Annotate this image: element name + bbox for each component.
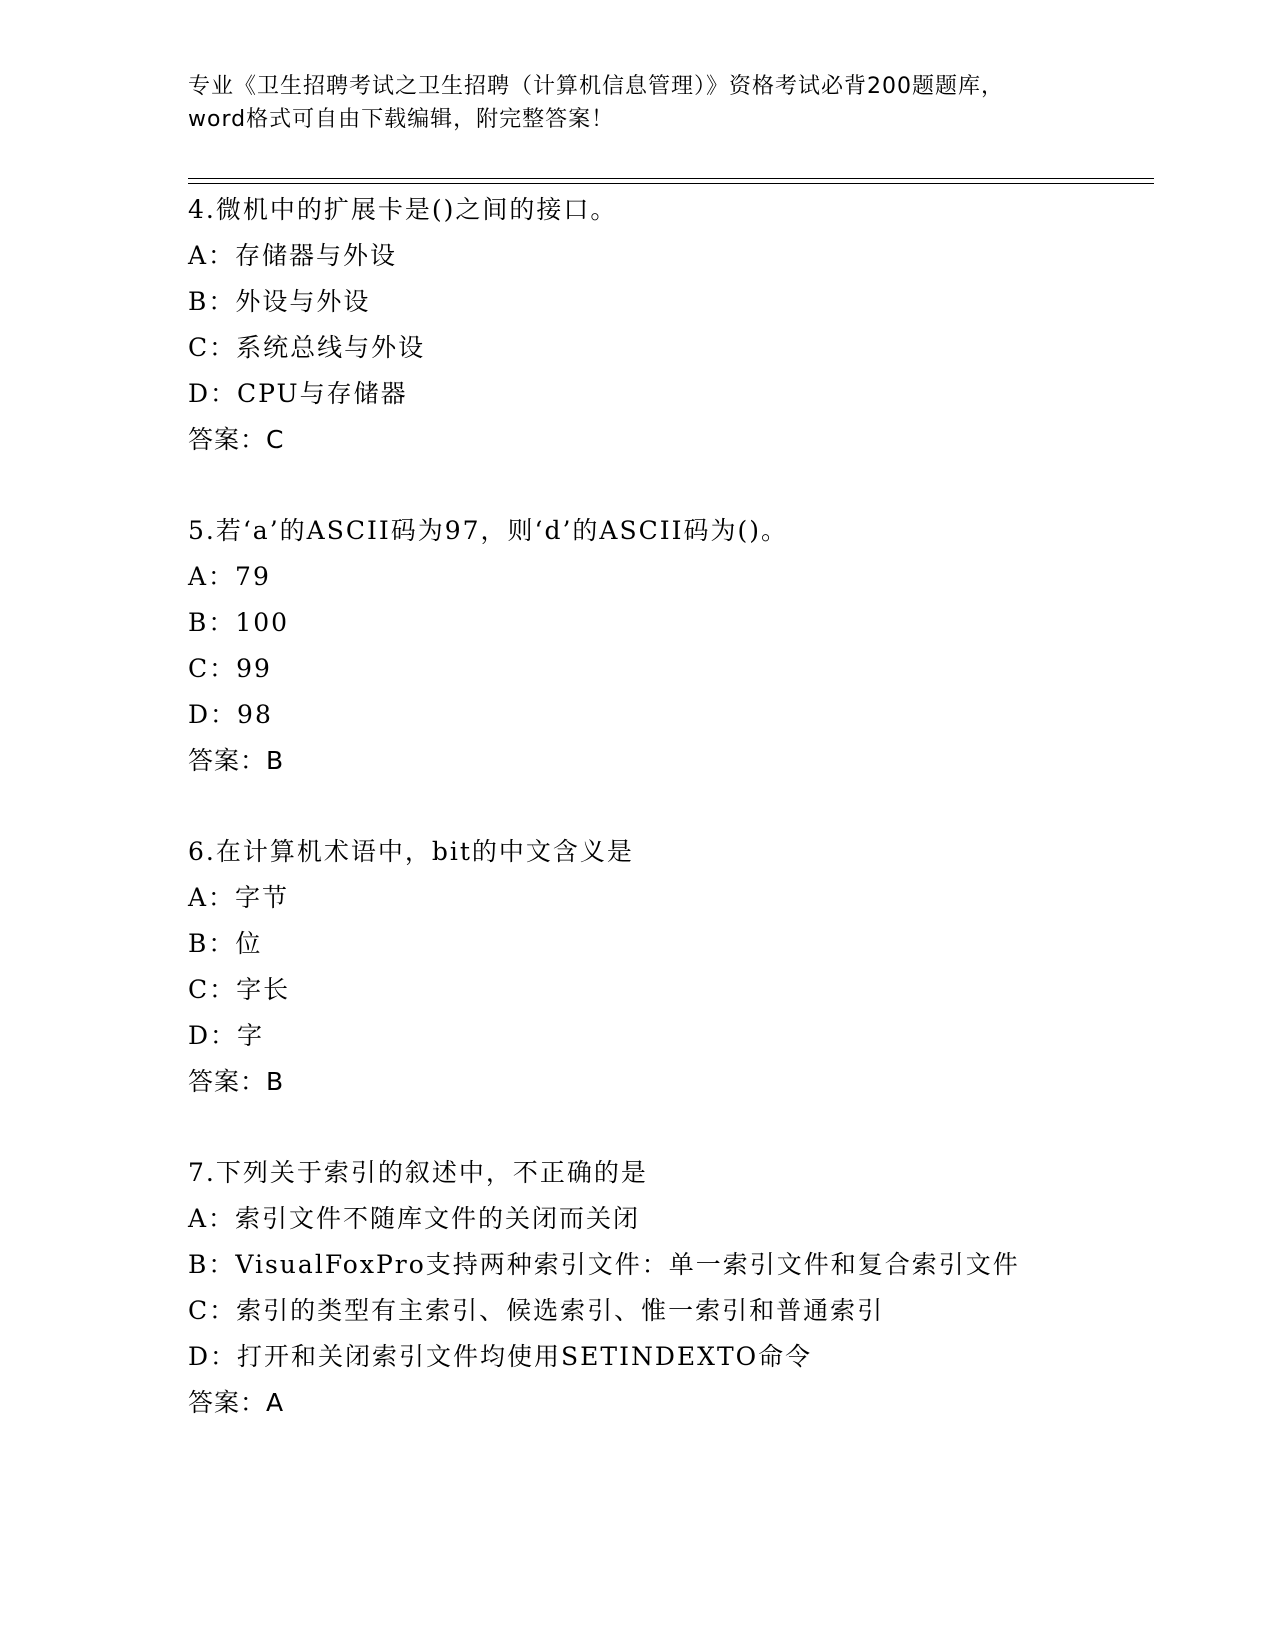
question-4	[188, 187, 1148, 463]
question-4-text: 4.微机中的扩展卡是()之间的接口。	[188, 195, 618, 224]
question-4-option-a: A：存储器与外设	[188, 241, 398, 270]
question-6-option-b: B：位	[188, 929, 263, 958]
question-6	[188, 829, 1148, 1105]
question-4-option-b: B：外设与外设	[188, 287, 371, 316]
question-5-answer: 答案：B	[188, 746, 285, 775]
question-5-option-c: C：99	[188, 654, 272, 683]
question-7-text: 7.下列关于索引的叙述中，不正确的是	[188, 1158, 648, 1187]
header-line-1: 专业《卫生招聘考试之卫生招聘（计算机信息管理）》资格考试必背200题题库，	[188, 74, 1004, 99]
header-divider-top	[188, 178, 1154, 179]
question-5-option-d: D：98	[188, 700, 273, 729]
document-header	[188, 70, 1148, 136]
question-5	[188, 508, 1148, 784]
question-6-text: 6.在计算机术语中，bit的中文含义是	[188, 837, 634, 866]
question-4-option-c: C：系统总线与外设	[188, 333, 426, 362]
header-line-2: word格式可自由下载编辑，附完整答案！	[188, 107, 615, 132]
question-7-answer: 答案：A	[188, 1388, 285, 1417]
question-7-option-c: C：索引的类型有主索引、候选索引、惟一索引和普通索引	[188, 1296, 885, 1325]
question-6-answer: 答案：B	[188, 1067, 285, 1096]
question-4-answer: 答案：C	[188, 425, 285, 454]
question-5-option-a: A：79	[188, 562, 271, 591]
question-7-option-d: D：打开和关闭索引文件均使用SETINDEXTO命令	[188, 1342, 813, 1371]
question-7	[188, 1150, 1148, 1426]
question-5-option-b: B：100	[188, 608, 290, 637]
header-divider-bottom	[188, 183, 1154, 184]
question-6-option-d: D：字	[188, 1021, 265, 1050]
question-4-option-d: D：CPU与存储器	[188, 379, 408, 408]
question-6-option-a: A：字节	[188, 883, 290, 912]
question-5-text: 5.若‘a’的ASCII码为97，则‘d’的ASCII码为()。	[188, 516, 788, 545]
question-7-option-a: A：索引文件不随库文件的关闭而关闭	[188, 1204, 641, 1233]
question-6-option-c: C：字长	[188, 975, 291, 1004]
question-7-option-b: B：VisualFoxPro支持两种索引文件：单一索引文件和复合索引文件	[188, 1250, 1020, 1279]
